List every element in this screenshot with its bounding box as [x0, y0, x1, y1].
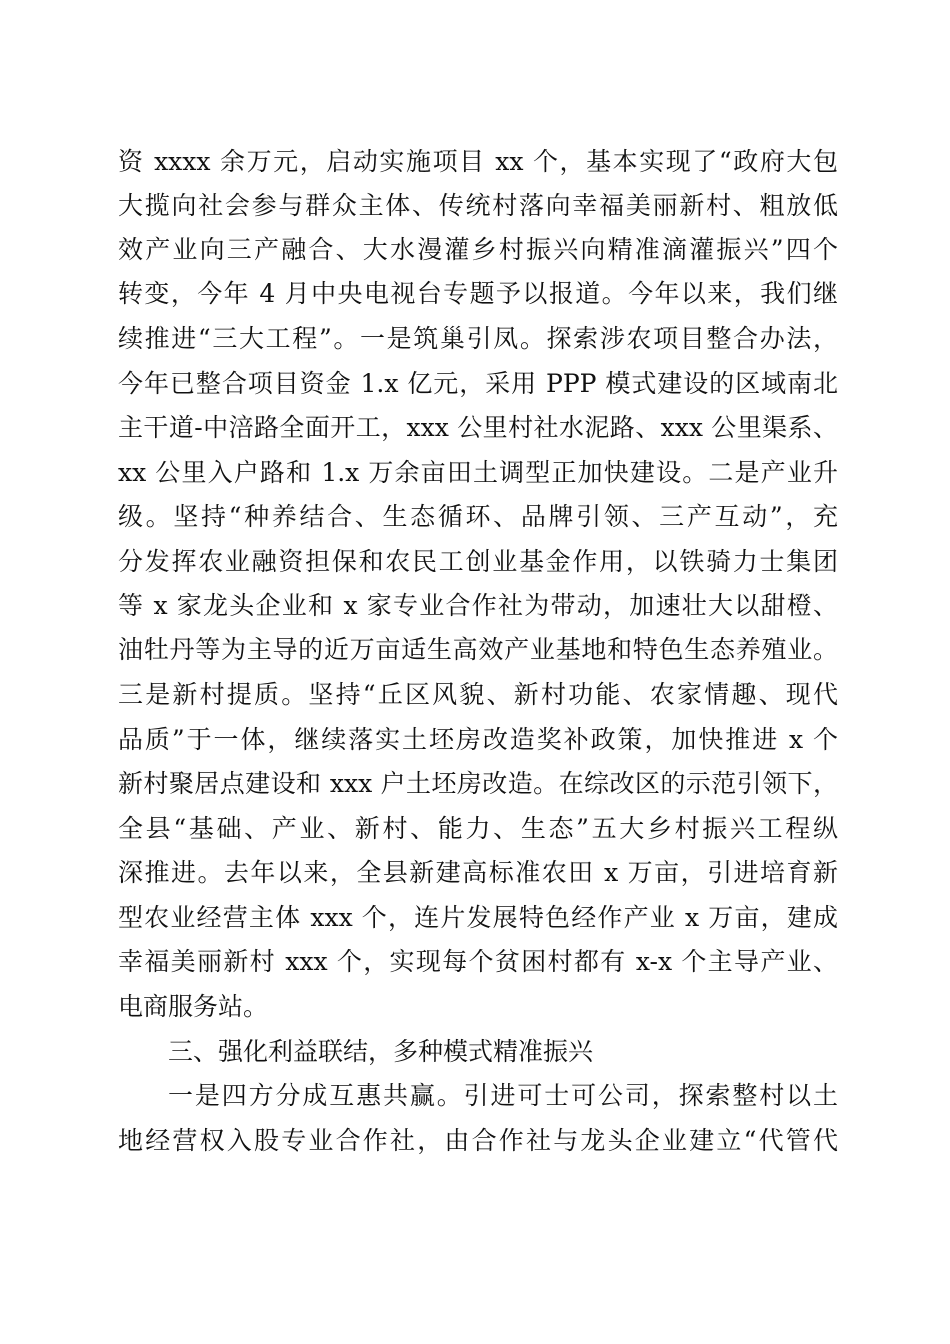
body-line-15: 新村聚居点建设和 xxx 户土坯房改造。在综改区的示范引领下，	[118, 769, 838, 798]
body-line-12: 油牡丹等为主导的近万亩适生高效产业基地和特色生态养殖业。	[118, 635, 838, 664]
body-line-17: 深推进。去年以来，全县新建高标准农田 x 万亩，引进培育新	[118, 858, 838, 887]
body-line-6: 今年已整合项目资金 1.x 亿元，采用 PPP 模式建设的区域南北	[118, 369, 838, 398]
body-line-16: 全县“基础、产业、新村、能力、生态”五大乡村振兴工程纵	[118, 814, 838, 843]
body-line-3: 效产业向三产融合、大水漫灌乡村振兴向精准滴灌振兴”四个	[118, 235, 838, 264]
body-line-8: xx 公里入户路和 1.x 万余亩田土调型正加快建设。二是产业升	[118, 458, 838, 487]
body-line-13: 三是新村提质。坚持“丘区风貌、新村功能、农家情趣、现代	[118, 680, 838, 709]
body-line-20: 电商服务站。	[118, 992, 269, 1021]
section-heading: 三、强化利益联结，多种模式精准振兴	[168, 1037, 594, 1066]
body-line-19: 幸福美丽新村 xxx 个，实现每个贫困村都有 x-x 个主导产业、	[118, 947, 838, 976]
body-line-2: 大揽向社会参与群众主体、传统村落向幸福美丽新村、粗放低	[118, 191, 838, 220]
paragraph2-line-1-text: 引进可士可公司，探索整村以土	[463, 1081, 838, 1110]
body-line-10: 分发挥农业融资担保和农民工创业基金作用，以铁骑力士集团	[118, 547, 838, 576]
body-line-1: 资 xxxx 余万元，启动实施项目 xx 个，基本实现了“政府大包	[118, 147, 838, 176]
body-line-14: 品质”于一体，继续落实土坯房改造奖补政策，加快推进 x 个	[118, 725, 838, 754]
paragraph2-line-1	[168, 1074, 838, 1118]
body-line-18: 型农业经营主体 xxx 个，连片发展特色经作产业 x 万亩，建成	[118, 903, 838, 932]
body-line-11: 等 x 家龙头企业和 x 家专业合作社为带动，加速壮大以甜橙、	[118, 591, 838, 620]
paragraph2-line-2: 地经营权入股专业合作社，由合作社与龙头企业建立“代管代	[118, 1126, 838, 1155]
body-line-9: 级。坚持“种养结合、生态循环、品牌引领、三产互动”，充	[118, 502, 838, 531]
body-line-5: 续推进“三大工程”。一是筑巢引凤。探索涉农项目整合办法，	[118, 324, 838, 353]
body-line-7: 主干道-中涪路全面开工，xxx 公里村社水泥路、xxx 公里渠系、	[118, 413, 838, 442]
body-line-4: 转变，今年 4 月中央电视台专题予以报道。今年以来，我们继	[118, 279, 838, 308]
paragraph2-lead: 一是四方分成互惠共赢。	[168, 1081, 464, 1110]
